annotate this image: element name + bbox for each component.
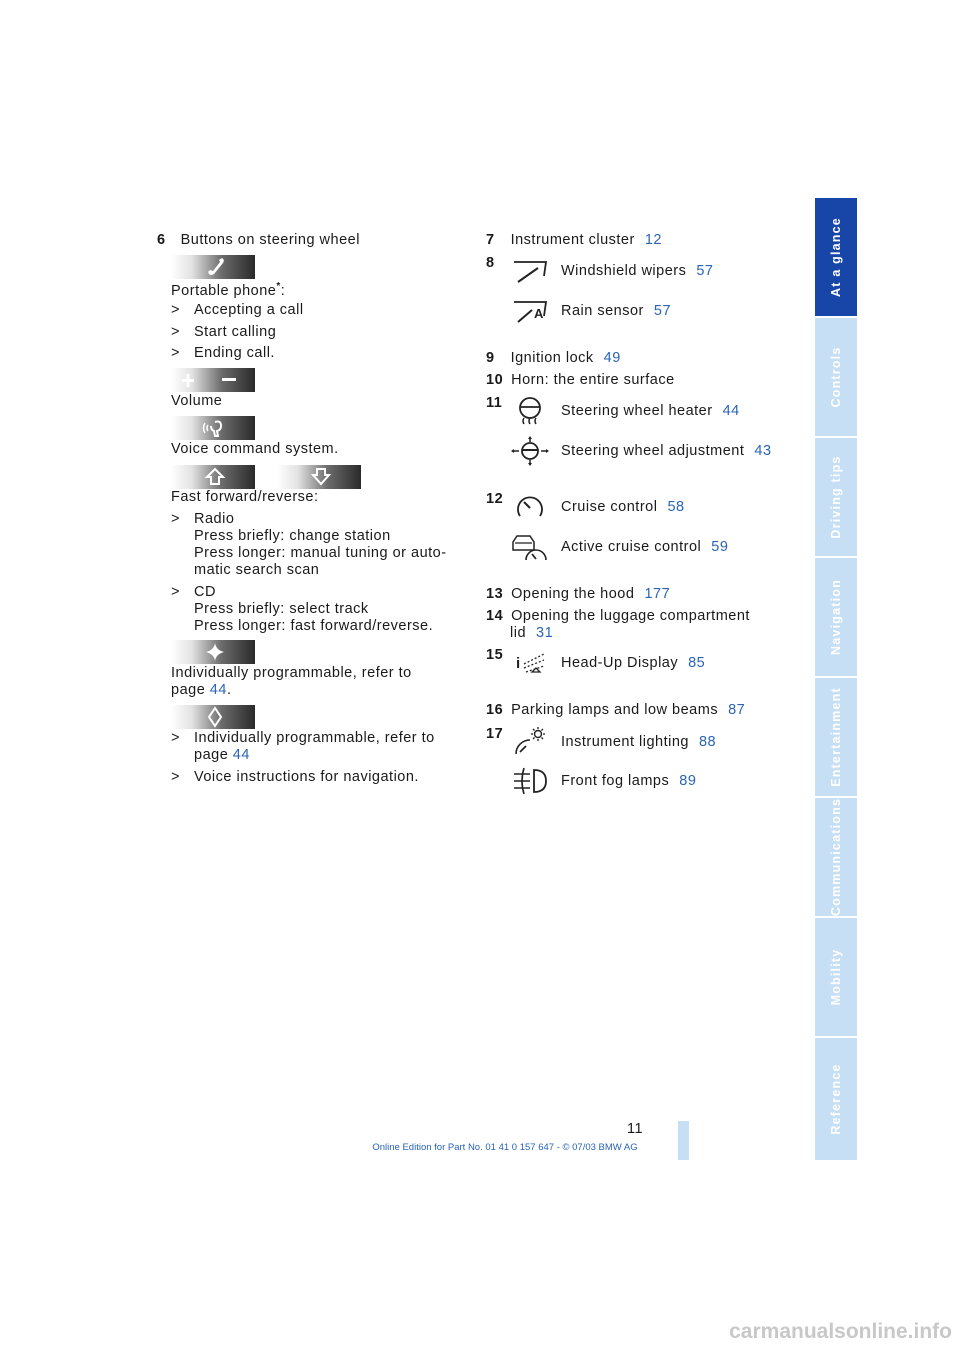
ff-label: Fast forward/reverse:	[171, 489, 319, 505]
item-14: 14 Opening the luggage compartment lid 31	[486, 608, 750, 641]
tab-driving-tips[interactable]: Driving tips	[815, 438, 857, 556]
page-link-31[interactable]: 31	[536, 625, 554, 641]
item-7: 7 Instrument cluster 12	[486, 232, 662, 248]
item-12a: Cruise control 58	[561, 499, 685, 515]
item-12-number: 12	[486, 491, 504, 507]
item-9: 9 Ignition lock 49	[486, 350, 621, 366]
page-number: 11	[627, 1121, 644, 1137]
steering-heater-icon	[510, 396, 550, 426]
page-number-bar	[678, 1121, 689, 1160]
item-17b: Front fog lamps 89	[561, 773, 697, 789]
item-8b: Rain sensor 57	[561, 303, 672, 319]
steering-adjust-icon	[510, 436, 550, 466]
page-link-57[interactable]: 57	[696, 263, 714, 279]
tab-navigation[interactable]: Navigation	[815, 558, 857, 676]
svg-text:A: A	[534, 306, 544, 321]
item-17-number: 17	[486, 726, 504, 742]
page-link-44c[interactable]: 44	[722, 403, 740, 419]
page-link-59[interactable]: 59	[711, 539, 729, 555]
rhombus-icon	[171, 705, 255, 729]
rhombus-button-image	[171, 705, 255, 729]
head-up-display-icon	[510, 648, 550, 678]
minus-icon	[171, 368, 255, 392]
page-link-57b[interactable]: 57	[653, 303, 672, 319]
item-12b: Active cruise control 59	[561, 539, 729, 555]
arrow-up-icon	[171, 465, 255, 489]
item-15-number: 15	[486, 647, 504, 663]
item-number: 6	[157, 232, 166, 248]
item-11-number: 11	[486, 395, 503, 411]
diamond-star-icon	[171, 640, 255, 664]
item-13: 13 Opening the hood 177	[486, 586, 671, 602]
rain-sensor-icon	[510, 296, 550, 326]
item-10: 10 Horn: the entire surface	[486, 372, 675, 388]
page-link-43[interactable]: 43	[754, 443, 772, 459]
item-15a: Head-Up Display 85	[561, 655, 706, 671]
voice-label: Voice command system.	[171, 441, 339, 457]
item-6-heading	[157, 232, 360, 248]
item-17a: Instrument lighting 88	[561, 734, 717, 750]
phone-icon	[171, 255, 255, 279]
tab-entertainment[interactable]: Entertainment	[815, 678, 857, 796]
tab-reference[interactable]: Reference	[815, 1038, 857, 1160]
page-link-49[interactable]: 49	[603, 350, 621, 366]
cruise-control-icon	[510, 492, 550, 522]
phone-label: Portable phone*:	[171, 281, 286, 299]
programmable-button-image	[171, 640, 255, 664]
page-link-177[interactable]: 177	[644, 586, 671, 602]
page-link-12[interactable]: 12	[644, 232, 662, 248]
active-cruise-icon	[510, 532, 550, 562]
tab-at-a-glance[interactable]: At a glance	[815, 198, 857, 316]
item-11a: Steering wheel heater 44	[561, 403, 740, 419]
fast-forward-button-image	[171, 465, 255, 489]
svg-text:i: i	[516, 655, 521, 672]
page-link-58[interactable]: 58	[667, 499, 685, 515]
volume-label: Volume	[171, 393, 223, 409]
voice-command-icon	[171, 416, 255, 440]
page-link-44b[interactable]: 44	[232, 747, 250, 763]
phone-button-image	[171, 255, 255, 279]
page-link-87[interactable]: 87	[728, 702, 746, 718]
item-16: 16 Parking lamps and low beams 87	[486, 702, 746, 718]
reverse-button-image	[277, 465, 361, 489]
item-title: Buttons on steering wheel	[180, 232, 360, 248]
page-link-85[interactable]: 85	[688, 655, 706, 671]
item-8a: Windshield wipers 57	[561, 263, 714, 279]
page-link-44[interactable]: 44	[209, 682, 227, 698]
item-11b: Steering wheel adjustment 43	[561, 443, 772, 459]
wiper-icon	[510, 256, 550, 286]
tab-controls[interactable]: Controls	[815, 318, 857, 436]
instrument-lighting-icon	[510, 726, 550, 756]
volume-button-image	[171, 368, 255, 392]
fog-lamp-icon	[510, 766, 550, 796]
footer-edition: Online Edition for Part No. 01 41 0 157 647 - © 07/03 BMW AG	[372, 1142, 638, 1153]
tab-communications[interactable]: Communications	[815, 798, 857, 916]
programmable-text: Individually programmable, refer to page 44.	[171, 665, 412, 698]
item-8-number: 8	[486, 255, 495, 271]
page-link-88[interactable]: 88	[698, 734, 717, 750]
page-link-89[interactable]: 89	[679, 773, 697, 789]
arrow-down-icon	[277, 465, 361, 489]
watermark: carmanualsonline.info	[729, 1320, 952, 1343]
tab-mobility[interactable]: Mobility	[815, 918, 857, 1036]
voice-button-image	[171, 416, 255, 440]
